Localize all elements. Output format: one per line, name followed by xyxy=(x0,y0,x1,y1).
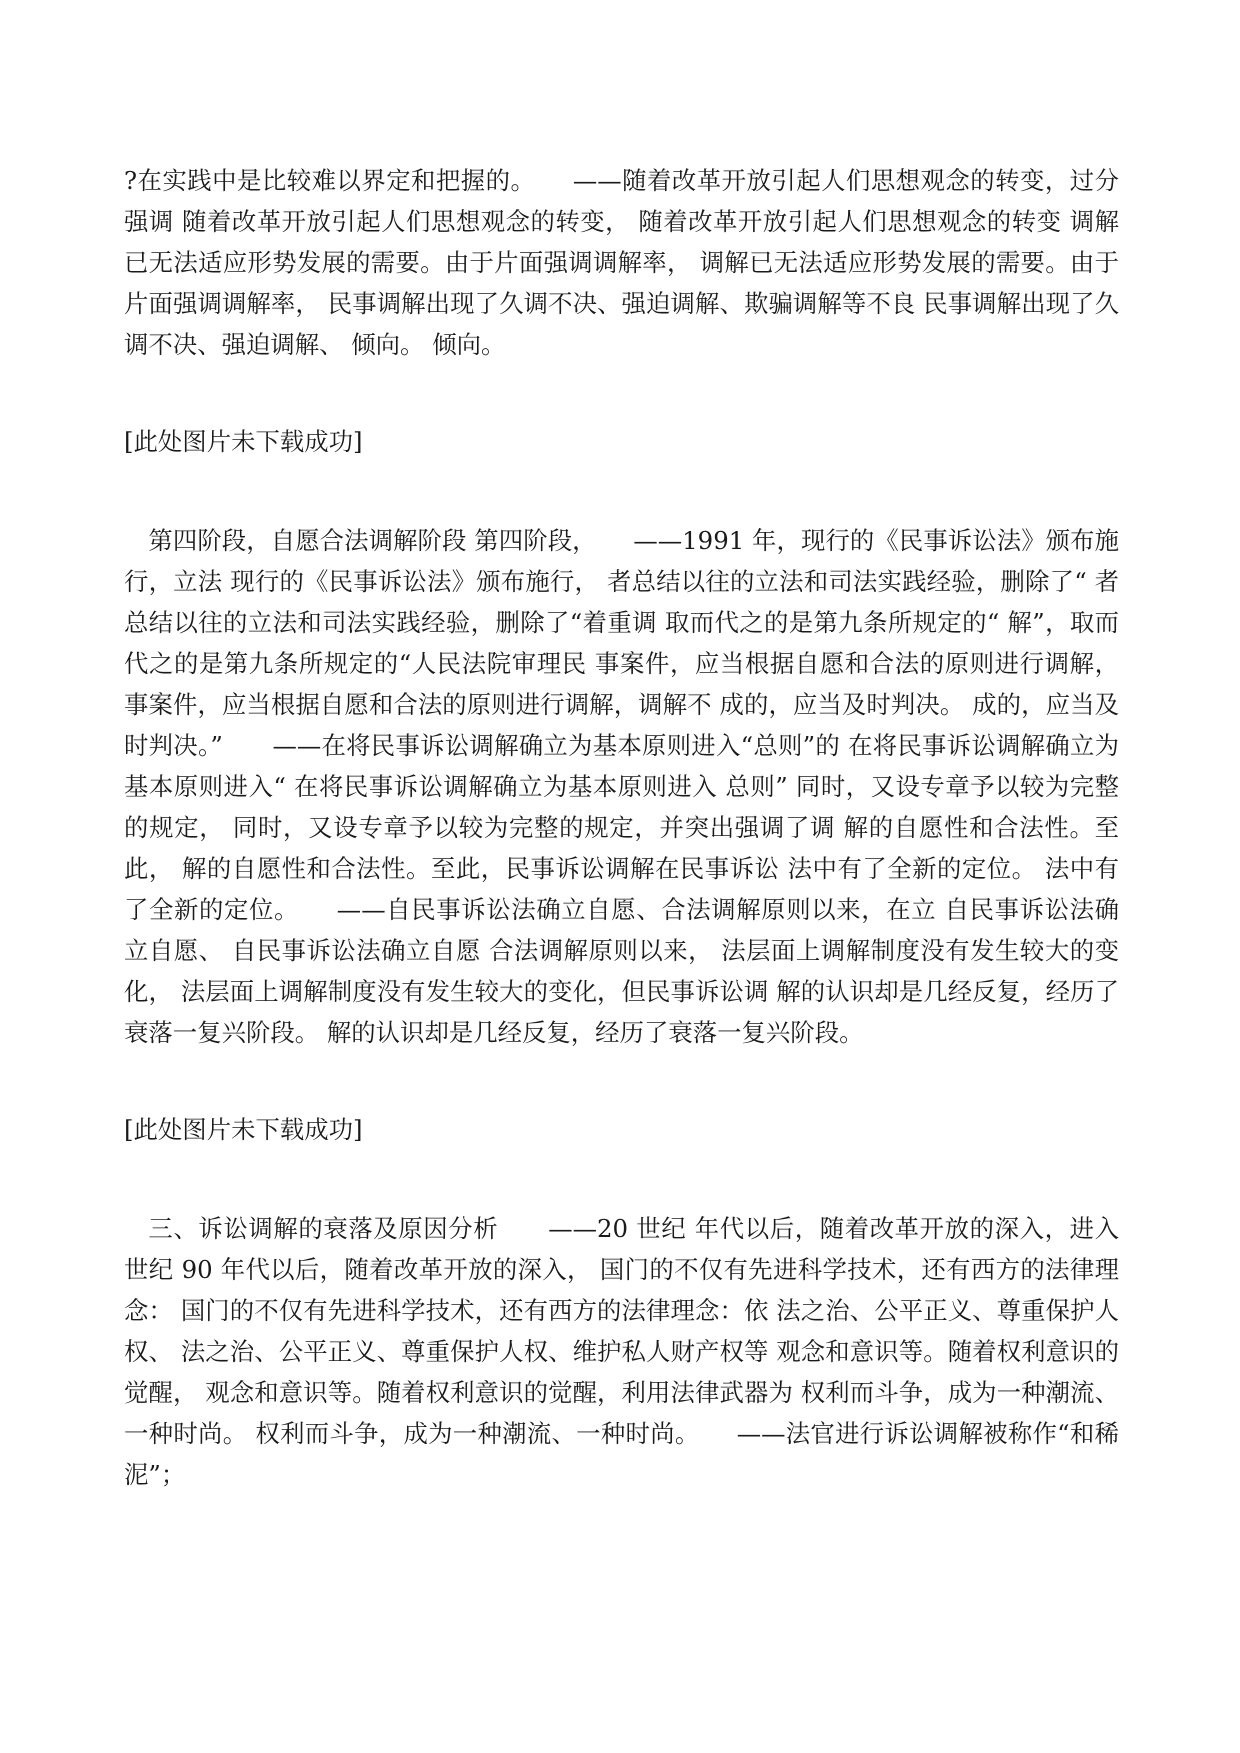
image-placeholder-1: [此处图片未下载成功] xyxy=(124,427,363,456)
paragraph-2: 第四阶段，自愿合法调解阶段 第四阶段， ——1991 年，现行的《民事诉讼法》颁布施行，立法 现行的《民事诉讼法》颁布施行， 者总结以往的立法和司法实践经验，删除了“ 者总结以往的立法和司法实践经验，删除了“着重调 取而代之的是第九条所规定的“ 解”，取而代之的是第九条所规定的“人民法院审理民 事案件，应当根据自愿和合法的原则进行调解， 事案件，应当根据自愿和合法的原则进行调解，调解不 成的，应当及时判决。 成的，应当及时判决。” ——在将民事诉讼调解确立为基本原则进入“总则”的 在将民事诉讼调解确立为基本原则进入“ 在将民事诉讼调解确立为基本原则进入 总则” 同时，又设专章予以较为完整的规定， 同时，又设专章予以较为完整的规定，并突出强调了调 解的自愿性和合法性。至此， 解的自愿性和合法性。至此，民事诉讼调解在民事诉讼 法中有了全新的定位。 法中有了全新的定位。 ——自民事诉讼法确立自愿、合法调解原则以来，在立 自民事诉讼法确立自愿、 自民事诉讼法确立自愿 合法调解原则以来， 法层面上调解制度没有发生较大的变化， 法层面上调解制度没有发生较大的变化，但民事诉讼调 解的认识却是几经反复，经历了衰落一复兴阶段。 解的认识却是几经反复，经历了衰落一复兴阶段。 xyxy=(124,526,1119,1047)
spacer xyxy=(124,1150,1119,1208)
document-page xyxy=(124,160,1119,1495)
spacer xyxy=(124,462,1119,520)
paragraph-3: 三、诉讼调解的衰落及原因分析 ——20 世纪 年代以后，随着改革开放的深入，进入 世纪 90 年代以后，随着改革开放的深入， 国门的不仅有先进科学技术，还有西方的法律理念： 国门的不仅有先进科学技术，还有西方的法律理念：依 法之治、公平正义、尊重保护人权、 法之治、公平正义、尊重保护人权、维护私人财产权等 观念和意识等。随着权利意识的觉醒， 观念和意识等。随着权利意识的觉醒，利用法律武器为 权利而斗争，成为一种潮流、一种时尚。 权利而斗争，成为一种潮流、一种时尚。 ——法官进行诉讼调解被称作“和稀泥”； xyxy=(124,1214,1119,1489)
spacer xyxy=(124,365,1119,421)
image-placeholder-2: [此处图片未下载成功] xyxy=(124,1115,363,1144)
paragraph-1: ?在实践中是比较难以界定和把握的。 ——随着改革开放引起人们思想观念的转变，过分强调 随着改革开放引起人们思想观念的转变， 随着改革开放引起人们思想观念的转变 调解已无法适应形势发展的需要。由于片面强调调解率， 调解已无法适应形势发展的需要。由于片面强调调解率， 民事调解出现了久调不决、强迫调解、欺骗调解等不良 民事调解出现了久调不决、强迫调解、 倾向。 倾向。 xyxy=(124,166,1119,359)
spacer xyxy=(124,1053,1119,1109)
